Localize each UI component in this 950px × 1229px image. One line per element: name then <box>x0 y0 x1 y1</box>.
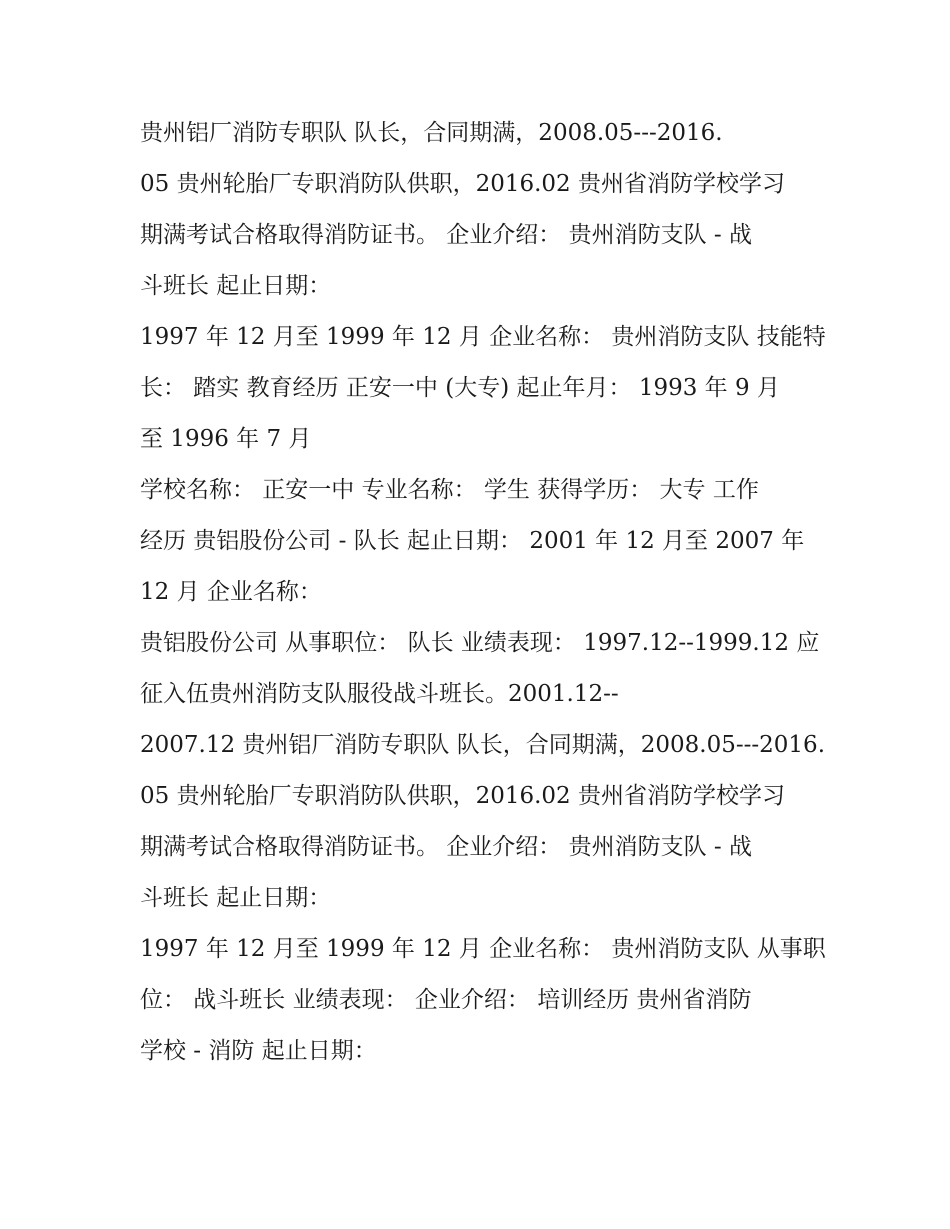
text-line: 斗班长 起止日期： <box>140 885 332 911</box>
text-line: 1997 年 12 月至 1999 年 12 月 企业名称： 贵州消防支队 技能特 <box>140 324 826 350</box>
text-line: 12 月 企业名称： <box>140 579 322 605</box>
text-line: 经历 贵铝股份公司 - 队长 起止日期： 2001 年 12 月至 2007 年 <box>140 528 805 554</box>
text-line: 位： 战斗班长 业绩表现： 企业介绍： 培训经历 贵州省消防 <box>140 987 752 1013</box>
text-line: 学校 - 消防 起止日期： <box>140 1038 377 1064</box>
text-line: 贵铝股份公司 从事职位： 队长 业绩表现： 1997.12--1999.12 应 <box>140 630 820 656</box>
text-line: 05 贵州轮胎厂专职消防队供职，2016.02 贵州省消防学校学习 <box>140 783 785 809</box>
body-text <box>140 108 826 1077</box>
text-line: 长： 踏实 教育经历 正安一中 (大专) 起止年月： 1993 年 9 月 <box>140 375 780 401</box>
text-line: 期满考试合格取得消防证书。 企业介绍： 贵州消防支队 - 战 <box>140 834 753 860</box>
text-line: 学校名称： 正安一中 专业名称： 学生 获得学历： 大专 工作 <box>140 477 759 503</box>
text-line: 05 贵州轮胎厂专职消防队供职，2016.02 贵州省消防学校学习 <box>140 171 785 197</box>
text-line: 斗班长 起止日期： <box>140 273 332 299</box>
text-line: 征入伍贵州消防支队服役战斗班长。2001.12-- <box>140 681 619 707</box>
text-line: 至 1996 年 7 月 <box>140 426 312 452</box>
text-line: 1997 年 12 月至 1999 年 12 月 企业名称： 贵州消防支队 从事职 <box>140 936 826 962</box>
text-line: 2007.12 贵州铝厂消防专职队 队长，合同期满，2008.05---2016. <box>140 732 826 758</box>
text-line: 期满考试合格取得消防证书。 企业介绍： 贵州消防支队 - 战 <box>140 222 753 248</box>
text-line: 贵州铝厂消防专职队 队长，合同期满，2008.05---2016. <box>140 120 723 146</box>
